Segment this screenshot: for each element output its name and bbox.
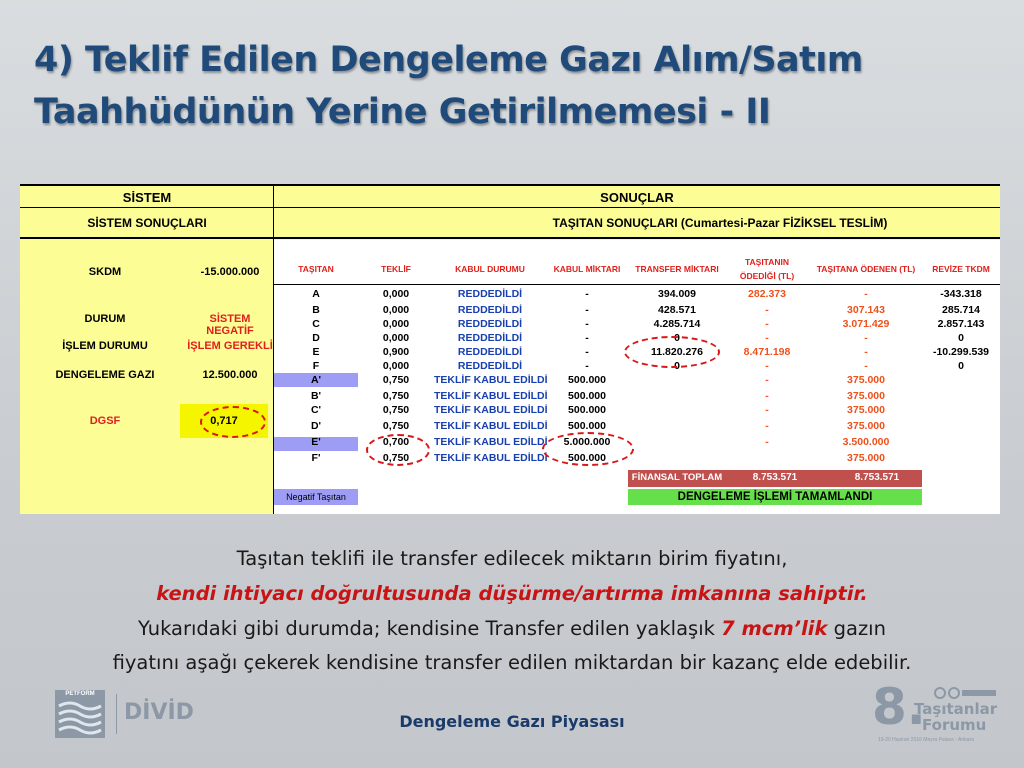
col-transfer-miktari: TRANSFER MİKTARI	[635, 264, 719, 274]
cell-kabul-miktari: 500.000	[568, 404, 606, 416]
cell-odenen: 375.000	[847, 390, 885, 402]
cell-odenen: -	[864, 360, 868, 372]
cell-odedigi: -	[765, 360, 769, 372]
cell-odenen: -	[864, 288, 868, 300]
cell-odedigi: -	[765, 318, 769, 330]
sistem-header: SİSTEM	[20, 188, 274, 208]
cell-teklif: 0,900	[382, 346, 410, 358]
cell-odedigi: 8.471.198	[743, 346, 791, 358]
cell-transfer: 394.009	[658, 288, 696, 300]
cell-kabul: REDDEDİLDİ	[457, 318, 523, 330]
system-row-skdm: SKDM -15.000.000	[88, 266, 260, 278]
title-line-2: Taahhüdünün Yerine Getirilmemesi - II	[34, 92, 771, 132]
table-row	[274, 420, 1000, 434]
finansal-toplam-label: FİNANSAL TOPLAM	[631, 472, 723, 483]
cell-kabul: REDDEDİLDİ	[457, 332, 523, 344]
cell-revize: -10.299.539	[932, 346, 990, 358]
cell-teklif: 0,000	[382, 332, 410, 344]
col-tasitanin-odedigi: TAŞITANIN ÖDEDİĞİ (TL)	[739, 257, 795, 281]
cell-kabul-miktari: -	[585, 288, 589, 300]
cell-kabul: REDDEDİLDİ	[457, 346, 523, 358]
cell-teklif: 0,000	[382, 288, 410, 300]
cell-revize: 0	[958, 360, 964, 372]
cell-tasitan: C	[312, 318, 320, 330]
cell-kabul-miktari: 500.000	[568, 374, 606, 386]
cell-teklif: 0,000	[382, 318, 410, 330]
negatif-tasitan-legend: Negatif Taşıtan	[274, 489, 358, 505]
cell-tasitan: F	[312, 360, 320, 372]
cell-tasitan: A'	[310, 374, 322, 386]
finansal-toplam-odenen: 8.753.571	[854, 472, 900, 483]
sonuclar-header: SONUÇLAR	[274, 188, 1000, 208]
body-line-4: fiyatını aşağı çekerek kendisine transfer edilen miktardan bir kazanç elde edebilir.	[112, 651, 912, 674]
slide-title	[34, 34, 994, 138]
col-tasitan: TAŞITAN	[298, 264, 334, 274]
cell-odenen: 375.000	[847, 374, 885, 386]
table-row	[274, 404, 1000, 418]
col-teklif: TEKLİF	[381, 264, 411, 274]
cell-odenen: -	[864, 346, 868, 358]
cell-kabul: REDDEDİLDİ	[457, 304, 523, 316]
system-row-islem-durumu: İŞLEM DURUMU İŞLEM GEREKLİ	[62, 340, 273, 352]
cell-odedigi: -	[765, 390, 769, 402]
cell-kabul-miktari: -	[585, 360, 589, 372]
sistem-sonuclari-header: SİSTEM SONUÇLARI	[20, 209, 274, 239]
system-row-dengeleme-gazi: DENGELEME GAZI 12.500.000	[55, 369, 258, 381]
highlight-kabul-e2	[542, 432, 634, 466]
col-tasitana-odenen: TAŞITANA ÖDENEN (TL)	[816, 264, 916, 274]
cell-kabul-miktari: -	[585, 304, 589, 316]
cell-teklif: 0,000	[382, 304, 410, 316]
cell-kabul: TEKLİF KABUL EDİLDİ	[434, 420, 548, 432]
cell-tasitan: F'	[311, 452, 321, 464]
petform-text: PETFORM	[65, 691, 95, 697]
system-row-dgsf: DGSF	[89, 415, 121, 427]
cell-tasitan: D'	[310, 420, 322, 432]
dgsf-value: 0,717	[180, 404, 268, 438]
cell-odedigi: 282.373	[748, 288, 786, 300]
cell-transfer: 4.285.714	[653, 318, 701, 330]
table-row	[274, 288, 1000, 302]
cell-teklif: 0,750	[382, 452, 410, 464]
cell-transfer: 0	[674, 332, 680, 344]
cell-odedigi: -	[765, 304, 769, 316]
cell-odenen: 3.071.429	[842, 318, 890, 330]
cell-odenen: 375.000	[847, 452, 885, 464]
body-line-2: kendi ihtiyacı doğrultusunda düşürme/artırma imkanına sahiptir.	[156, 582, 868, 605]
cell-odenen: 375.000	[847, 420, 885, 432]
cell-revize: 285.714	[942, 304, 980, 316]
tamamlandi-banner: DENGELEME İŞLEMİ TAMAMLANDI	[628, 489, 922, 505]
highlight-teklif-e2	[366, 434, 430, 466]
table-row	[274, 374, 1000, 388]
cell-teklif: 0,750	[382, 374, 410, 386]
cell-transfer: 11.820.276	[651, 346, 703, 358]
cell-teklif: 0,750	[382, 390, 410, 402]
cell-teklif: 0,750	[382, 404, 410, 416]
cell-kabul-miktari: 500.000	[568, 420, 606, 432]
cell-teklif: 0,000	[382, 360, 410, 372]
highlight-transfer-e	[624, 336, 720, 368]
cell-tasitan: E'	[311, 436, 321, 448]
cell-odenen: -	[864, 332, 868, 344]
cell-odedigi: -	[765, 436, 769, 448]
col-revize-tkdm: REVİZE TKDM	[932, 264, 990, 274]
cell-odenen: 375.000	[847, 404, 885, 416]
highlight-dgsf	[200, 406, 266, 438]
cell-revize: -343.318	[940, 288, 982, 300]
pipeline-icon	[932, 686, 998, 700]
cell-tasitan: A	[312, 288, 320, 300]
finansal-toplam-odedigi: 8.753.571	[752, 472, 798, 483]
cell-kabul-miktari: -	[585, 318, 589, 330]
tasitan-sonuclari-header: TAŞITAN SONUÇLARI (Cumartesi-Pazar FİZİKSEL TESLİM)	[440, 209, 1000, 239]
col-kabul-durumu: KABUL DURUMU	[455, 264, 525, 274]
table-row	[274, 390, 1000, 404]
cell-kabul: REDDEDİLDİ	[457, 288, 523, 300]
title-line-1: 4) Teklif Edilen Dengeleme Gazı Alım/Satım	[34, 40, 863, 80]
table-row	[274, 304, 1000, 318]
cell-revize: 0	[958, 332, 964, 344]
cell-tasitan: D	[312, 332, 320, 344]
divid-logo: DİVİD	[124, 700, 194, 725]
cell-teklif: 0,750	[382, 420, 410, 432]
body-emphasis: 7 mcm’lik	[721, 617, 828, 640]
cell-odedigi: -	[765, 404, 769, 416]
cell-kabul-miktari: 500.000	[568, 390, 606, 402]
cell-odenen: 307.143	[847, 304, 885, 316]
cell-transfer: 428.571	[658, 304, 696, 316]
cell-kabul: REDDEDİLDİ	[457, 360, 523, 372]
results-table	[20, 184, 1000, 514]
cell-kabul: TEKLİF KABUL EDİLDİ	[434, 452, 548, 464]
cell-kabul: TEKLİF KABUL EDİLDİ	[434, 436, 548, 448]
cell-odedigi: -	[765, 420, 769, 432]
cell-kabul-miktari: 5.000.000	[563, 436, 611, 448]
cell-teklif: 0,700	[382, 436, 410, 448]
cell-kabul: TEKLİF KABUL EDİLDİ	[434, 404, 548, 416]
cell-tasitan: E	[312, 346, 320, 358]
cell-odenen: 3.500.000	[842, 436, 890, 448]
col-kabul-miktari: KABUL MİKTARI	[553, 264, 621, 274]
table-row	[274, 318, 1000, 332]
cell-tasitan: B'	[310, 390, 322, 402]
cell-odedigi: -	[765, 374, 769, 386]
cell-kabul-miktari: 500.000	[568, 452, 606, 464]
cell-odedigi: -	[765, 332, 769, 344]
footer-title: Dengeleme Gazı Piyasası	[399, 712, 625, 731]
cell-transfer: 0	[674, 360, 680, 372]
cell-kabul: TEKLİF KABUL EDİLDİ	[434, 390, 548, 402]
cell-kabul-miktari: -	[585, 332, 589, 344]
tasitanlar-forumu-logo: 8. Taşıtanlar Forumu 19-20 Haziran 2016 Meyra Palace - Ankara	[872, 678, 998, 743]
cell-tasitan: C'	[310, 404, 322, 416]
cell-revize: 2.857.143	[937, 318, 985, 330]
body-line-1: Taşıtan teklifi ile transfer edilecek miktarın birim fiyatını,	[236, 547, 788, 570]
body-line-3: Yukarıdaki gibi durumda; kendisine Transfer edilen yaklaşık 7 mcm’lik gazın	[138, 617, 886, 640]
cell-kabul: TEKLİF KABUL EDİLDİ	[434, 374, 548, 386]
cell-kabul-miktari: -	[585, 346, 589, 358]
system-row-durum: DURUM SİSTEM NEGATİF	[84, 313, 254, 337]
cell-tasitan: B	[312, 304, 320, 316]
